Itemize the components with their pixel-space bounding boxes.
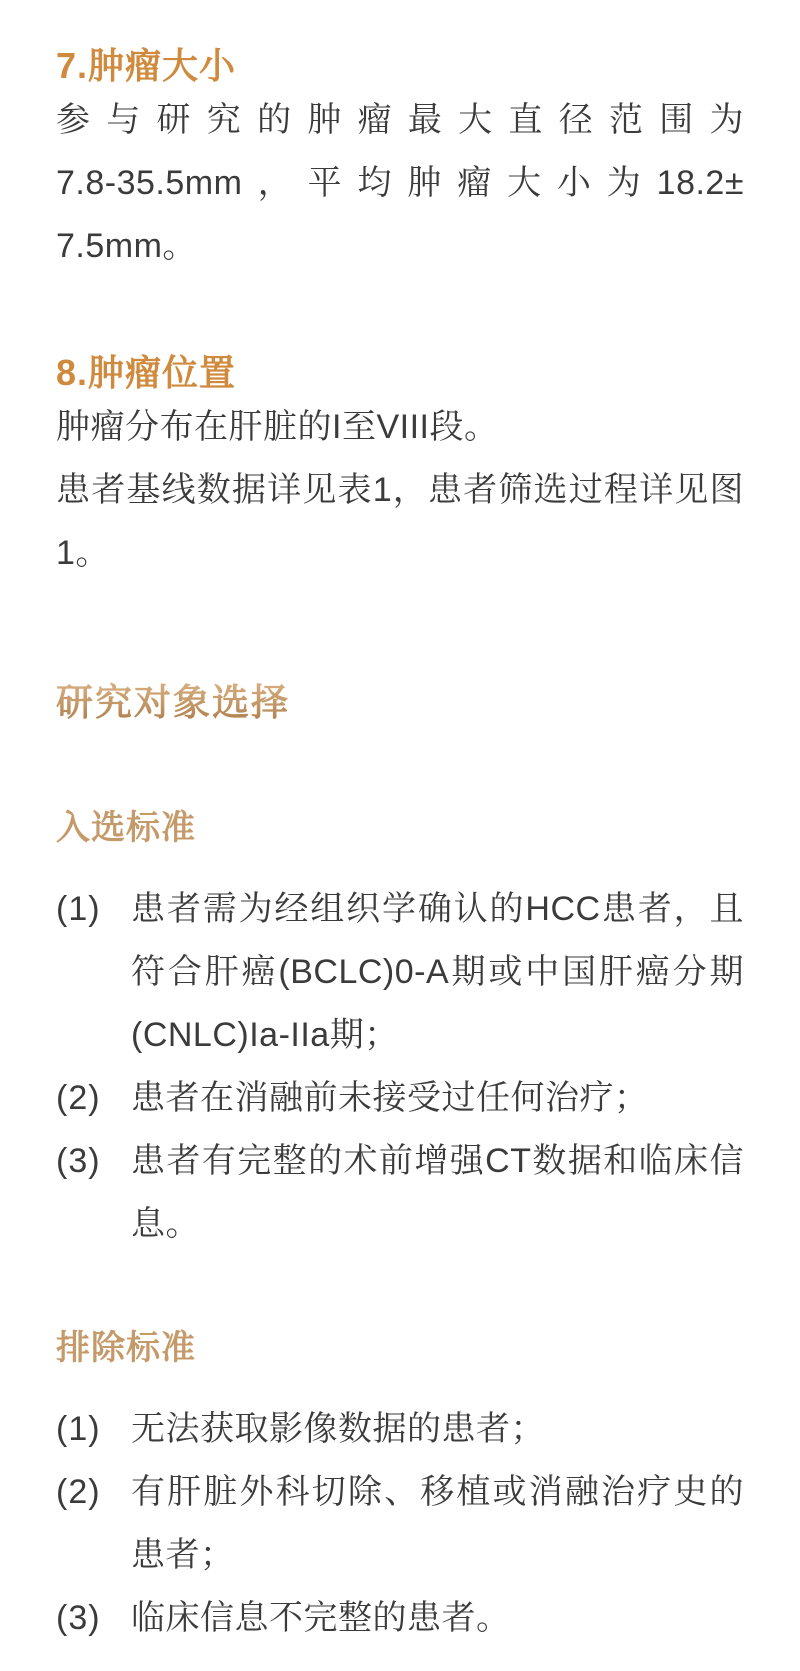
text-line: 符合肝癌(BCLC)0-A期或中国肝癌分期 — [131, 953, 744, 991]
text-line: 无法获取影像数据的患者； — [131, 1410, 545, 1448]
text-line: 息。 — [131, 1205, 200, 1243]
section-8-paragraph — [56, 396, 744, 585]
list-item — [56, 1398, 744, 1461]
text-line: 患者； — [131, 1536, 235, 1574]
section-7-heading: 7.肿瘤大小 — [56, 45, 237, 86]
text-line: 患者基线数据详见表1，患者筛选过程详见图 — [56, 471, 744, 509]
text-line: 1。 — [56, 534, 110, 572]
list-item-number: (1) — [56, 890, 101, 928]
list-item-text — [131, 878, 744, 1067]
exclusion-criteria-list — [56, 1398, 744, 1650]
list-item — [56, 1587, 744, 1650]
text-line: 有肝脏外科切除、移植或消融治疗史的 — [131, 1473, 744, 1511]
list-item-number: (2) — [56, 1473, 101, 1511]
text-line: 肿瘤分布在肝脏的I至VIII段。 — [56, 408, 499, 446]
list-item-text — [131, 1130, 744, 1256]
text-line: 患者在消融前未接受过任何治疗； — [131, 1079, 649, 1117]
text-line: 7.8-35.5mm，平均肿瘤大小为18.2± — [56, 164, 744, 202]
chapter-heading: 研究对象选择 — [56, 681, 290, 727]
inclusion-criteria-list — [56, 878, 744, 1256]
list-item-number: (3) — [56, 1599, 101, 1637]
exclusion-criteria-heading: 排除标准 — [56, 1329, 196, 1367]
text-line: 7.5mm。 — [56, 227, 197, 265]
list-item-text — [131, 1067, 744, 1130]
inclusion-criteria-heading: 入选标准 — [56, 809, 196, 847]
list-item-text — [131, 1398, 744, 1461]
text-line: 临床信息不完整的患者。 — [131, 1599, 511, 1637]
text-line: 参与研究的肿瘤最大直径范围为 — [56, 101, 744, 139]
list-item — [56, 1130, 744, 1256]
text-line: 患者需为经组织学确认的HCC患者，且 — [131, 890, 744, 928]
text-line: 患者有完整的术前增强CT数据和临床信 — [131, 1142, 744, 1180]
list-item-number: (3) — [56, 1142, 101, 1180]
list-item — [56, 1461, 744, 1587]
chapter-heading-wrap — [56, 681, 744, 734]
text-line: (CNLC)Ia-IIa期； — [131, 1016, 399, 1054]
section-8-heading: 8.肿瘤位置 — [56, 352, 237, 393]
list-item — [56, 878, 744, 1067]
list-item-number: (2) — [56, 1079, 101, 1117]
list-item-number: (1) — [56, 1410, 101, 1448]
list-item-text — [131, 1461, 744, 1587]
list-item-text — [131, 1587, 744, 1650]
list-item — [56, 1067, 744, 1130]
section-7-paragraph — [56, 89, 744, 278]
